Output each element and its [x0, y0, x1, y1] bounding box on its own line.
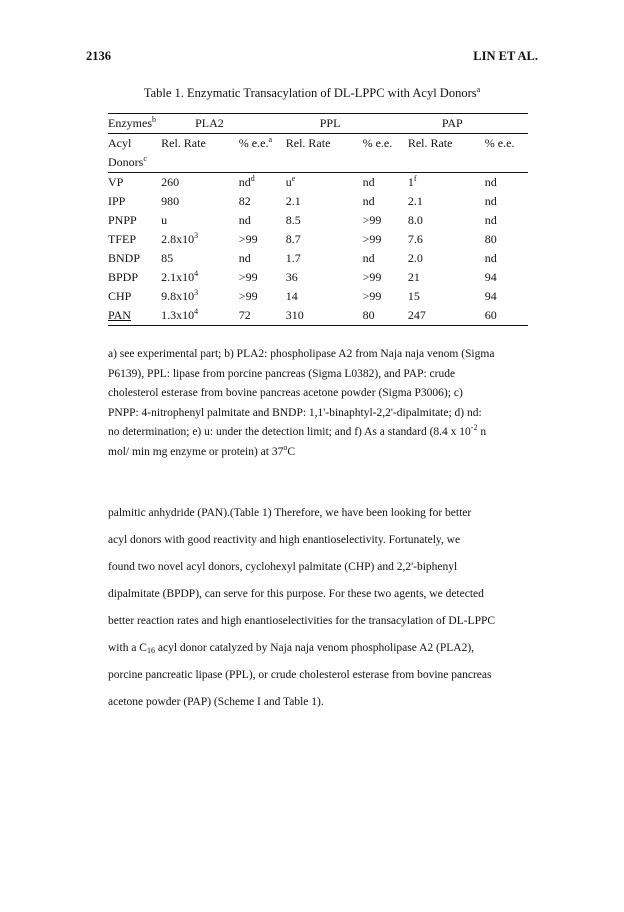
cell-donor: TFEP — [108, 232, 137, 246]
footnote-line: cholesterol esterase from bovine pancreas acetone powder (Sigma P3006); c) — [108, 387, 463, 399]
header-pla2-rate: Rel. Rate — [161, 136, 206, 150]
cell-pap-ee: 94 — [484, 289, 497, 303]
cell-pla2-rate: $2.8x10^3$ — [161, 231, 199, 246]
cell-pla2-rate: 260 — [161, 175, 180, 189]
header-pap-ee: % e.e. — [484, 136, 515, 150]
table-caption-text: Table 1. Enzymatic Transacylation of DL-LPPC with Acyl Donors — [143, 86, 477, 100]
table-row — [108, 249, 528, 268]
cell-ppl-ee: nd — [362, 251, 375, 265]
cell-pla2-ee: 72 — [239, 306, 286, 326]
table-row — [108, 192, 528, 211]
body-line: porcine pancreatic lipase (PPL), or crude cholesterol esterase from bovine pancreas — [108, 669, 492, 681]
cell-pla2-ee: nd — [238, 213, 251, 227]
body-line: with a $C_{16}$ acyl donor catalyzed by Naja naja venom phospholipase A2 (PLA2), — [108, 642, 475, 655]
cell-donor: CHP — [108, 289, 132, 303]
cell-donor: PAN — [108, 306, 161, 326]
cell-pla2-rate: 85 — [161, 251, 174, 265]
cell-pla2-ee: >99 — [238, 232, 258, 246]
cell-ppl-ee: nd — [362, 194, 375, 208]
cell-pap-rate: 2.1 — [407, 194, 423, 208]
cell-pla2-rate: 980 — [161, 194, 180, 208]
header-pap-rate: Rel. Rate — [407, 136, 453, 150]
cell-ppl-rate: 8.5 — [285, 213, 301, 227]
cell-pap-ee: nd — [484, 194, 497, 208]
cell-donor: PNPP — [108, 213, 137, 227]
header-pap: PAP — [408, 114, 485, 134]
header-enzymes: Enzymes$^b$ — [108, 114, 161, 134]
table-caption-sup: a — [476, 85, 481, 94]
cell-donor: BNDP — [108, 251, 141, 265]
cell-ppl-rate: 14 — [285, 289, 298, 303]
table-caption — [0, 86, 624, 101]
cell-pap-ee: 80 — [484, 232, 497, 246]
page-number: 2136 — [86, 49, 111, 63]
cell-pap-ee: nd — [484, 251, 497, 265]
table-header-row-3 — [108, 153, 528, 173]
cell-donor: VP — [108, 175, 124, 189]
cell-pap-rate: 7.6 — [407, 232, 423, 246]
header-ppl-ee: % e.e. — [362, 136, 393, 150]
body-line: dipalmitate (BPDP), can serve for this purpose. For these two agents, we detected — [108, 588, 484, 600]
body-paragraph — [108, 500, 528, 716]
cell-donor: IPP — [108, 194, 126, 208]
cell-pap-rate: 2.0 — [407, 251, 423, 265]
cell-pap-rate: 21 — [407, 270, 420, 284]
cell-pap-ee: nd — [484, 213, 497, 227]
header-acyl: Acyl — [108, 136, 132, 150]
cell-pla2-ee: nd — [238, 251, 251, 265]
table-header-row-2 — [108, 134, 528, 154]
cell-ppl-rate: 2.1 — [285, 194, 301, 208]
footnote-line: a) see experimental part; b) PLA2: phospholipase A2 from Naja naja venom (Sigma — [108, 348, 495, 360]
body-line: better reaction rates and high enantioselectivities for the transacylation of DL-LPPC — [108, 615, 496, 627]
cell-pap-rate: 15 — [407, 289, 420, 303]
header-donors: Donors$^c$ — [108, 153, 161, 173]
cell-ppl-ee: nd — [362, 175, 375, 189]
header-ppl-rate: Rel. Rate — [285, 136, 331, 150]
transacylation-table — [108, 113, 528, 326]
cell-ppl-rate: 8.7 — [285, 232, 301, 246]
cell-ppl-ee: 80 — [363, 306, 408, 326]
cell-ppl-ee: >99 — [362, 213, 382, 227]
body-line: found two novel acyl donors, cyclohexyl palmitate (CHP) and 2,2'-biphenyl — [108, 561, 458, 573]
footnote-line: P6139), PPL: lipase from porcine pancreas (Sigma L0382), and PAP: crude — [108, 367, 456, 380]
body-line: acyl donors with good reactivity and high enantioselectivity. Fortunately, we — [108, 534, 461, 546]
cell-pap-rate: 8.0 — [407, 213, 423, 227]
cell-ppl-rate: 1.7 — [285, 251, 301, 265]
cell-ppl-rate: 36 — [285, 270, 298, 284]
footnote-line: PNPP: 4-nitrophenyl palmitate and BNDP: 1,1'-binaphtyl-2,2'-dipalmitate; d) nd: — [108, 406, 482, 419]
cell-pap-rate: 247 — [408, 306, 485, 326]
cell-pla2-ee: 82 — [238, 194, 251, 208]
table-header-row-1 — [108, 114, 528, 134]
cell-pap-rate: 1$^f$ — [407, 174, 417, 189]
cell-donor: BPDP — [108, 270, 139, 284]
cell-pla2-rate: $1.3x10^4$ — [161, 306, 239, 326]
header-pla2-ee: % e.e.$^a$ — [238, 135, 273, 150]
running-head: LIN ET AL. — [473, 49, 538, 63]
cell-pap-ee: nd — [484, 175, 497, 189]
cell-pla2-ee: $nd^d$ — [238, 174, 255, 189]
cell-ppl-ee: >99 — [362, 289, 382, 303]
table-row — [108, 287, 528, 306]
table-row — [108, 230, 528, 249]
cell-pla2-ee: >99 — [238, 289, 258, 303]
cell-pap-ee: 60 — [485, 306, 528, 326]
header-pla2: PLA2 — [161, 114, 239, 134]
table-footnotes — [108, 345, 528, 462]
cell-pap-ee: 94 — [484, 270, 497, 284]
cell-ppl-rate: $u^e$ — [285, 174, 296, 189]
footnote-line: mol/ min mg enzyme or protein) at 37$^o$C — [108, 442, 296, 458]
table-row — [108, 173, 528, 193]
cell-ppl-ee: >99 — [362, 232, 382, 246]
footnote-line: no determination; e) u: under the detection limit; and f) As a standard (8.4 x $10^{-2}$ n — [108, 423, 487, 438]
cell-ppl-rate: 310 — [286, 306, 363, 326]
cell-pla2-rate: $9.8x10^3$ — [161, 288, 199, 303]
body-line: palmitic anhydride (PAN).(Table 1) Therefore, we have been looking for better — [108, 507, 472, 519]
body-line: acetone powder (PAP) (Scheme I and Table 1). — [108, 696, 324, 708]
table-row — [108, 268, 528, 287]
cell-pla2-rate: u — [161, 213, 168, 227]
cell-pla2-rate: $2.1x10^4$ — [161, 269, 199, 284]
cell-pla2-ee: >99 — [238, 270, 258, 284]
table-row — [108, 211, 528, 230]
cell-ppl-ee: >99 — [362, 270, 382, 284]
header-ppl: PPL — [286, 114, 363, 134]
table-row — [108, 306, 528, 326]
